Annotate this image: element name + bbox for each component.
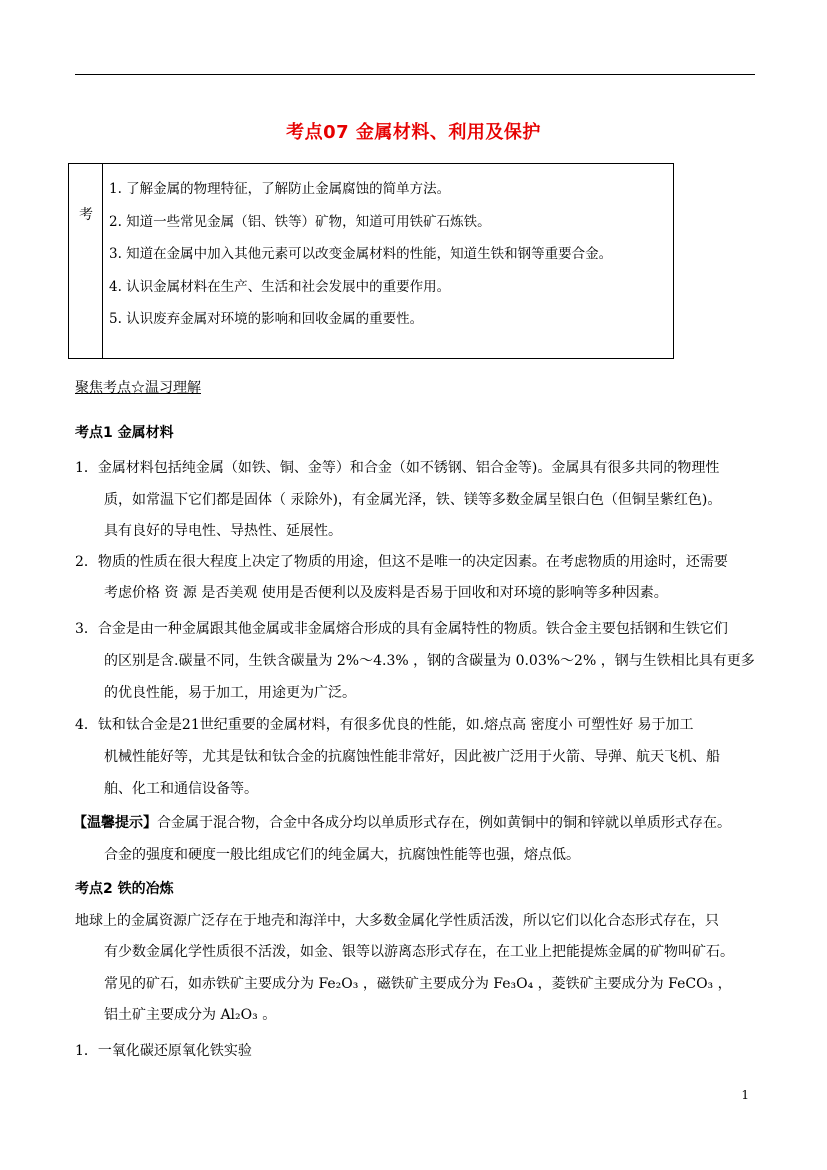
requirements-label: 考 xyxy=(79,207,93,223)
requirement-item: 4. 认识金属材料在生产、生活和社会发展中的重要作用。 xyxy=(109,278,451,295)
requirements-table xyxy=(68,163,674,359)
paragraph-line: 合金的强度和硬度一般比组成它们的纯金属大，抗腐蚀性能等也强，熔点低。 xyxy=(104,847,580,863)
page-number: 1 xyxy=(741,1088,749,1102)
paragraph-line: 舶、化工和通信设备等。 xyxy=(104,781,258,797)
paragraph-line: 1．金属材料包括纯金属（如铁、铜、金等）和合金（如不锈钢、铝合金等)。金属具有很多共同的物理性 xyxy=(75,460,720,476)
tip-line xyxy=(73,812,731,832)
paragraph-line: 常见的矿石，如赤铁矿主要成分为 Fe₂O₃ ，磁铁矿主要成分为 Fe₃O₄ ，菱铁矿主要成分为 FeCO₃ ， xyxy=(104,976,732,992)
tip-label: 【温馨提示】 xyxy=(73,815,157,831)
paragraph-line: 的优良性能，易于加工，用途更为广泛。 xyxy=(104,685,356,701)
requirement-item: 5. 认识废弃金属对环境的影响和回收金属的重要性。 xyxy=(109,311,424,327)
requirement-item: 2. 知道一些常见金属（铝、铁等）矿物，知道可用铁矿石炼铁。 xyxy=(109,213,491,230)
kp1-heading: 考点1 金属材料 xyxy=(75,425,174,441)
paragraph-line: 具有良好的导电性、导热性、延展性。 xyxy=(104,523,342,539)
paragraph-line: 有少数金属化学性质很不活泼，如金、银等以游离态形式存在，在工业上把能提炼金属的矿物叫矿石。 xyxy=(104,944,734,960)
paragraph-line: 4．钛和钛合金是21世纪重要的金属材料，有很多优良的性能，如.熔点高 密度小 可塑性好 易于加工 xyxy=(75,717,694,733)
section-heading-link[interactable]: 聚焦考点☆温习理解 xyxy=(75,380,201,396)
paragraph-line: 机械性能好等，尤其是钛和钛合金的抗腐蚀性能非常好，因此被广泛用于火箭、导弹、航天飞机、船 xyxy=(104,749,720,765)
paragraph-line: 3．合金是由一种金属跟其他金属或非金属熔合形成的具有金属特性的物质。铁合金主要包括钢和生铁它们 xyxy=(75,621,728,637)
tip-text: 合金属于混合物，合金中各成分均以单质形式存在，例如黄铜中的铜和锌就以单质形式存在。 xyxy=(157,815,731,831)
page-title: 考点07 金属材料、利用及保护 xyxy=(286,122,541,143)
paragraph-line: 2．物质的性质在很大程度上决定了物质的用途，但这不是唯一的决定因素。在考虑物质的用途时，还需要 xyxy=(75,554,728,570)
paragraph-line: 铝土矿主要成分为 Al₂O₃ 。 xyxy=(104,1007,277,1023)
requirements-list xyxy=(109,173,612,336)
paragraph-line: 1．一氧化碳还原氧化铁实验 xyxy=(75,1043,252,1059)
requirement-item: 3. 知道在金属中加入其他元素可以改变金属材料的性能，知道生铁和钢等重要合金。 xyxy=(109,246,613,262)
requirements-label-cell xyxy=(69,164,103,358)
requirement-item: 1. 了解金属的物理特征，了解防止金属腐蚀的简单方法。 xyxy=(109,181,451,197)
kp2-heading: 考点2 铁的冶炼 xyxy=(75,881,174,897)
paragraph-line: 考虑价格 资 源 是否美观 使用是否便利以及废料是否易于回收和对环境的影响等多种因素。 xyxy=(104,585,668,601)
paragraph-line: 的区别是含.碳量不同，生铁含碳量为 2%～4.3% ，钢的含碳量为 0.03%～2% ，钢与生铁相比具有更多 xyxy=(104,653,755,669)
paragraph-line: 地球上的金属资源广泛存在于地壳和海洋中，大多数金属化学性质活泼，所以它们以化合态形式存在，只 xyxy=(75,913,719,929)
paragraph-line: 质，如常温下它们都是固体（ 汞除外)，有金属光泽，铁、镁等多数金属呈银白色（但铜呈紫红色)。 xyxy=(104,492,722,508)
header-rule xyxy=(75,74,755,75)
